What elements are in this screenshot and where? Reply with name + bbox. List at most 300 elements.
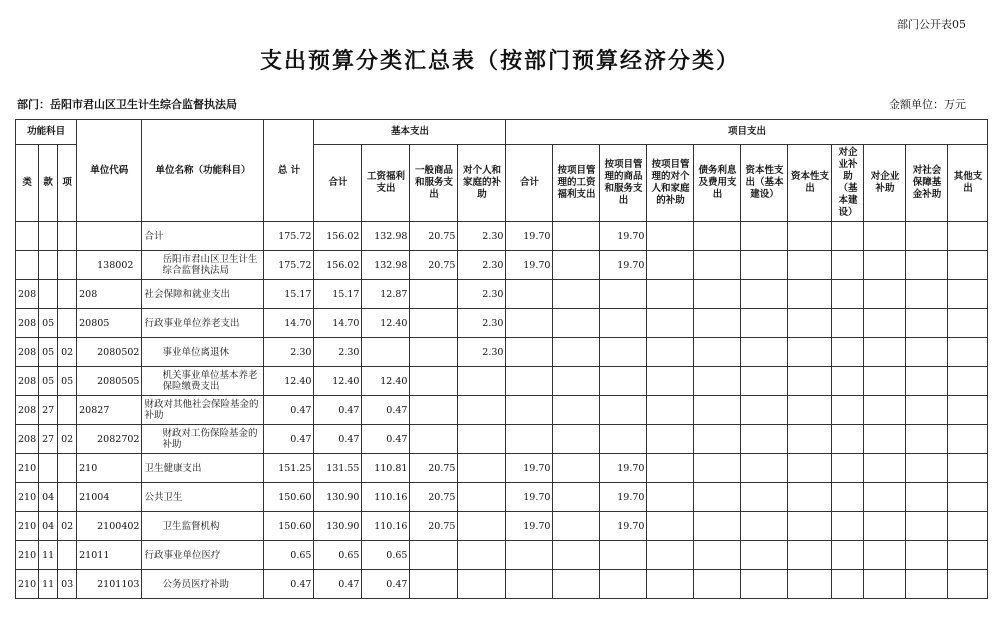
basic-goods-cell [410,541,458,570]
table-row [16,541,988,570]
empty-cell [647,512,694,541]
empty-cell [832,222,864,251]
xiang-cell [58,222,77,251]
empty-cell [906,454,948,483]
basic-col-header: 一般商品和服务支出 [410,145,458,222]
basic-sum-cell: 130.90 [314,512,362,541]
project-goods-cell [600,280,647,309]
kuan-cell [39,222,58,251]
lei-cell [16,251,39,280]
unit-name-cell: 社会保障和就业支出 [142,280,264,309]
project-wage-cell [553,570,600,599]
empty-cell [832,512,864,541]
project-col-header: 按项目管理的工资福利支出 [553,145,600,222]
empty-cell [906,570,948,599]
basic-personal-cell: 2.30 [458,338,506,367]
unit-code-cell: 2080505 [77,367,142,396]
empty-cell [864,222,906,251]
table-row [16,425,988,454]
basic-wage-cell: 132.98 [362,222,410,251]
basic-goods-cell: 20.75 [410,251,458,280]
empty-cell [741,367,788,396]
total-cell: 175.72 [264,251,314,280]
kuan-cell [39,280,58,309]
empty-cell [832,338,864,367]
lei-cell: 208 [16,338,39,367]
empty-cell [694,280,741,309]
empty-cell [694,512,741,541]
unit-name-cell: 卫生监督机构 [142,512,264,541]
basic-col-header: 对个人和家庭的补助 [458,145,506,222]
project-col-header: 对社会保障基金补助 [906,145,948,222]
project-col-header: 按项目管理的商品和服务支出 [600,145,647,222]
empty-cell [694,251,741,280]
project-goods-cell: 19.70 [600,454,647,483]
project-wage-cell [553,425,600,454]
project-col-header: 合计 [506,145,553,222]
project-sum-cell: 19.70 [506,483,553,512]
project-col-header: 对企业补助（基本建设） [832,145,864,222]
project-goods-cell [600,396,647,425]
basic-goods-cell [410,425,458,454]
empty-cell [788,570,832,599]
lei-header: 类 [16,145,39,222]
project-goods-cell [600,367,647,396]
project-sum-cell [506,396,553,425]
empty-cell [741,425,788,454]
lei-cell [16,222,39,251]
table-row [16,222,988,251]
basic-wage-cell: 0.47 [362,425,410,454]
empty-cell [906,541,948,570]
unit-code-header: 单位代码 [77,120,142,222]
total-cell: 12.40 [264,367,314,396]
project-wage-cell [553,454,600,483]
basic-wage-cell: 110.16 [362,512,410,541]
empty-cell [647,454,694,483]
empty-cell [647,338,694,367]
empty-cell [906,280,948,309]
total-cell: 0.47 [264,570,314,599]
project-sum-cell [506,570,553,599]
xiang-cell [58,309,77,338]
basic-wage-cell: 12.40 [362,309,410,338]
project-goods-cell [600,570,647,599]
empty-cell [906,483,948,512]
basic-wage-cell: 0.65 [362,541,410,570]
total-cell: 175.72 [264,222,314,251]
empty-cell [647,425,694,454]
lei-cell: 208 [16,280,39,309]
project-goods-cell: 19.70 [600,222,647,251]
department-label: 部门：岳阳市君山区卫生计生综合监督执法局 [17,98,237,111]
empty-cell [864,338,906,367]
basic-personal-cell [458,396,506,425]
xiang-cell: 03 [58,570,77,599]
unit-name-cell: 财政对其他社会保险基金的补助 [142,396,264,425]
project-col-header: 对企业补助 [864,145,906,222]
empty-cell [647,280,694,309]
empty-cell [864,425,906,454]
project-wage-cell [553,309,600,338]
project-col-header: 其他支出 [948,145,988,222]
lei-cell: 208 [16,367,39,396]
total-cell: 0.65 [264,541,314,570]
empty-cell [647,367,694,396]
empty-cell [694,222,741,251]
project-col-header: 债务利息及费用支出 [694,145,741,222]
empty-cell [832,425,864,454]
unit-code-cell: 210 [77,454,142,483]
unit-code-cell: 20805 [77,309,142,338]
unit-name-cell: 公共卫生 [142,483,264,512]
project-sum-cell [506,338,553,367]
unit-code-cell: 21004 [77,483,142,512]
empty-cell [788,454,832,483]
func-subject-header: 功能科目 [16,120,77,145]
table-row [16,512,988,541]
kuan-cell: 05 [39,367,58,396]
basic-personal-cell: 2.30 [458,251,506,280]
basic-wage-cell [362,338,410,367]
empty-cell [948,512,988,541]
empty-cell [788,367,832,396]
empty-cell [694,338,741,367]
project-sum-cell: 19.70 [506,222,553,251]
empty-cell [694,541,741,570]
total-cell: 14.70 [264,309,314,338]
empty-cell [694,367,741,396]
empty-cell [948,425,988,454]
basic-col-header: 合计 [314,145,362,222]
basic-expenditure-header: 基本支出 [314,120,506,145]
empty-cell [647,541,694,570]
project-goods-cell [600,541,647,570]
unit-name-cell: 合计 [142,222,264,251]
empty-cell [788,483,832,512]
unit-name-cell: 财政对工伤保险基金的补助 [142,425,264,454]
project-goods-cell [600,309,647,338]
total-cell: 15.17 [264,280,314,309]
empty-cell [741,251,788,280]
empty-cell [694,425,741,454]
empty-cell [741,309,788,338]
project-col-header: 资本性支出 [788,145,832,222]
empty-cell [788,425,832,454]
empty-cell [694,570,741,599]
basic-personal-cell [458,512,506,541]
empty-cell [741,483,788,512]
lei-cell: 208 [16,425,39,454]
empty-cell [906,396,948,425]
xiang-cell: 02 [58,425,77,454]
lei-cell: 210 [16,483,39,512]
basic-goods-cell [410,396,458,425]
empty-cell [741,454,788,483]
basic-wage-cell: 132.98 [362,251,410,280]
xiang-cell: 02 [58,512,77,541]
project-expenditure-header: 项目支出 [506,120,988,145]
basic-goods-cell: 20.75 [410,222,458,251]
empty-cell [864,570,906,599]
empty-cell [832,367,864,396]
basic-personal-cell [458,425,506,454]
table-row [16,280,988,309]
empty-cell [832,454,864,483]
empty-cell [647,309,694,338]
basic-personal-cell [458,454,506,483]
empty-cell [832,541,864,570]
unit-name-cell: 岳阳市君山区卫生计生综合监督执法局 [142,251,264,280]
project-goods-cell [600,425,647,454]
empty-cell [788,541,832,570]
project-wage-cell [553,280,600,309]
unit-code-cell: 2101103 [77,570,142,599]
kuan-cell: 05 [39,309,58,338]
unit-code-cell: 20827 [77,396,142,425]
project-sum-cell: 19.70 [506,512,553,541]
lei-cell: 210 [16,512,39,541]
unit-name-cell: 卫生健康支出 [142,454,264,483]
amount-unit-label: 金额单位：万元 [889,98,966,111]
empty-cell [864,396,906,425]
basic-goods-cell [410,367,458,396]
budget-table [15,119,988,599]
basic-personal-cell [458,367,506,396]
unit-code-cell: 208 [77,280,142,309]
empty-cell [741,396,788,425]
empty-cell [948,454,988,483]
empty-cell [741,512,788,541]
empty-cell [694,396,741,425]
empty-cell [948,222,988,251]
unit-code-cell: 2080502 [77,338,142,367]
basic-wage-cell: 0.47 [362,570,410,599]
empty-cell [948,570,988,599]
project-sum-cell [506,425,553,454]
unit-code-cell [77,222,142,251]
empty-cell [788,512,832,541]
empty-cell [906,251,948,280]
basic-goods-cell: 20.75 [410,483,458,512]
total-cell: 0.47 [264,425,314,454]
table-row [16,367,988,396]
xiang-cell: 02 [58,338,77,367]
unit-name-cell: 机关事业单位基本养老保险缴费支出 [142,367,264,396]
empty-cell [864,454,906,483]
lei-cell: 210 [16,570,39,599]
project-goods-cell: 19.70 [600,251,647,280]
empty-cell [832,309,864,338]
empty-cell [741,570,788,599]
project-col-header: 按项目管理的对个人和家庭的补助 [647,145,694,222]
project-wage-cell [553,483,600,512]
empty-cell [647,483,694,512]
empty-cell [647,570,694,599]
empty-cell [741,222,788,251]
project-goods-cell: 19.70 [600,512,647,541]
unit-name-cell: 事业单位离退休 [142,338,264,367]
table-row [16,570,988,599]
total-cell: 150.60 [264,483,314,512]
basic-wage-cell: 12.87 [362,280,410,309]
basic-sum-cell: 130.90 [314,483,362,512]
form-number: 部门公开表05 [897,18,966,31]
empty-cell [788,222,832,251]
empty-cell [647,222,694,251]
xiang-cell [58,251,77,280]
basic-sum-cell: 2.30 [314,338,362,367]
empty-cell [948,338,988,367]
basic-personal-cell [458,541,506,570]
basic-goods-cell [410,280,458,309]
xiang-header: 项 [58,145,77,222]
total-cell: 151.25 [264,454,314,483]
basic-goods-cell: 20.75 [410,512,458,541]
basic-sum-cell: 156.02 [314,222,362,251]
empty-cell [741,541,788,570]
table-row [16,309,988,338]
basic-personal-cell: 2.30 [458,280,506,309]
basic-wage-cell: 110.81 [362,454,410,483]
lei-cell: 208 [16,309,39,338]
empty-cell [647,396,694,425]
project-wage-cell [553,222,600,251]
kuan-cell: 11 [39,570,58,599]
empty-cell [832,483,864,512]
empty-cell [948,367,988,396]
basic-personal-cell: 2.30 [458,309,506,338]
table-row [16,338,988,367]
basic-sum-cell: 14.70 [314,309,362,338]
kuan-header: 款 [39,145,58,222]
kuan-cell: 27 [39,425,58,454]
empty-cell [788,396,832,425]
empty-cell [864,483,906,512]
empty-cell [864,367,906,396]
basic-goods-cell [410,570,458,599]
basic-personal-cell [458,483,506,512]
project-wage-cell [553,338,600,367]
empty-cell [741,280,788,309]
empty-cell [788,338,832,367]
xiang-cell [58,483,77,512]
kuan-cell [39,251,58,280]
basic-sum-cell: 131.55 [314,454,362,483]
basic-goods-cell: 20.75 [410,454,458,483]
empty-cell [832,251,864,280]
kuan-cell: 04 [39,512,58,541]
unit-name-cell: 行政事业单位医疗 [142,541,264,570]
project-sum-cell [506,541,553,570]
empty-cell [864,541,906,570]
empty-cell [741,338,788,367]
empty-cell [647,251,694,280]
empty-cell [906,367,948,396]
empty-cell [788,309,832,338]
total-cell: 2.30 [264,338,314,367]
project-wage-cell [553,512,600,541]
empty-cell [788,251,832,280]
basic-sum-cell: 0.47 [314,570,362,599]
kuan-cell: 04 [39,483,58,512]
basic-sum-cell: 156.02 [314,251,362,280]
empty-cell [694,454,741,483]
project-goods-cell: 19.70 [600,483,647,512]
empty-cell [694,309,741,338]
project-wage-cell [553,396,600,425]
xiang-cell [58,541,77,570]
basic-goods-cell [410,309,458,338]
project-wage-cell [553,541,600,570]
kuan-cell: 27 [39,396,58,425]
basic-personal-cell: 2.30 [458,222,506,251]
empty-cell [864,309,906,338]
xiang-cell: 05 [58,367,77,396]
basic-goods-cell [410,338,458,367]
empty-cell [948,309,988,338]
empty-cell [832,570,864,599]
empty-cell [906,222,948,251]
table-row [16,251,988,280]
lei-cell: 210 [16,454,39,483]
empty-cell [832,396,864,425]
basic-sum-cell: 12.40 [314,367,362,396]
empty-cell [864,512,906,541]
empty-cell [948,541,988,570]
project-goods-cell [600,338,647,367]
unit-name-cell: 公务员医疗补助 [142,570,264,599]
kuan-cell [39,454,58,483]
basic-col-header: 工资福利支出 [362,145,410,222]
total-cell: 0.47 [264,396,314,425]
project-wage-cell [553,251,600,280]
basic-wage-cell: 110.16 [362,483,410,512]
project-col-header: 资本性支出（基本建设） [741,145,788,222]
project-sum-cell [506,280,553,309]
table-row [16,454,988,483]
kuan-cell: 11 [39,541,58,570]
lei-cell: 208 [16,396,39,425]
unit-code-cell: 2100402 [77,512,142,541]
basic-wage-cell: 12.40 [362,367,410,396]
empty-cell [788,280,832,309]
basic-sum-cell: 0.47 [314,396,362,425]
project-sum-cell: 19.70 [506,251,553,280]
empty-cell [832,280,864,309]
empty-cell [906,512,948,541]
basic-sum-cell: 15.17 [314,280,362,309]
unit-name-header: 单位名称（功能科目） [142,120,264,222]
empty-cell [906,309,948,338]
xiang-cell [58,396,77,425]
kuan-cell: 05 [39,338,58,367]
basic-sum-cell: 0.47 [314,425,362,454]
unit-code-cell: 2082702 [77,425,142,454]
empty-cell [948,483,988,512]
page-title: 支出预算分类汇总表（按部门预算经济分类） [259,49,740,74]
basic-sum-cell: 0.65 [314,541,362,570]
project-sum-cell: 19.70 [506,454,553,483]
empty-cell [948,280,988,309]
empty-cell [864,280,906,309]
unit-code-cell: 21011 [77,541,142,570]
basic-personal-cell [458,570,506,599]
lei-cell: 210 [16,541,39,570]
xiang-cell [58,280,77,309]
total-cell: 150.60 [264,512,314,541]
unit-code-cell: 138002 [77,251,142,280]
